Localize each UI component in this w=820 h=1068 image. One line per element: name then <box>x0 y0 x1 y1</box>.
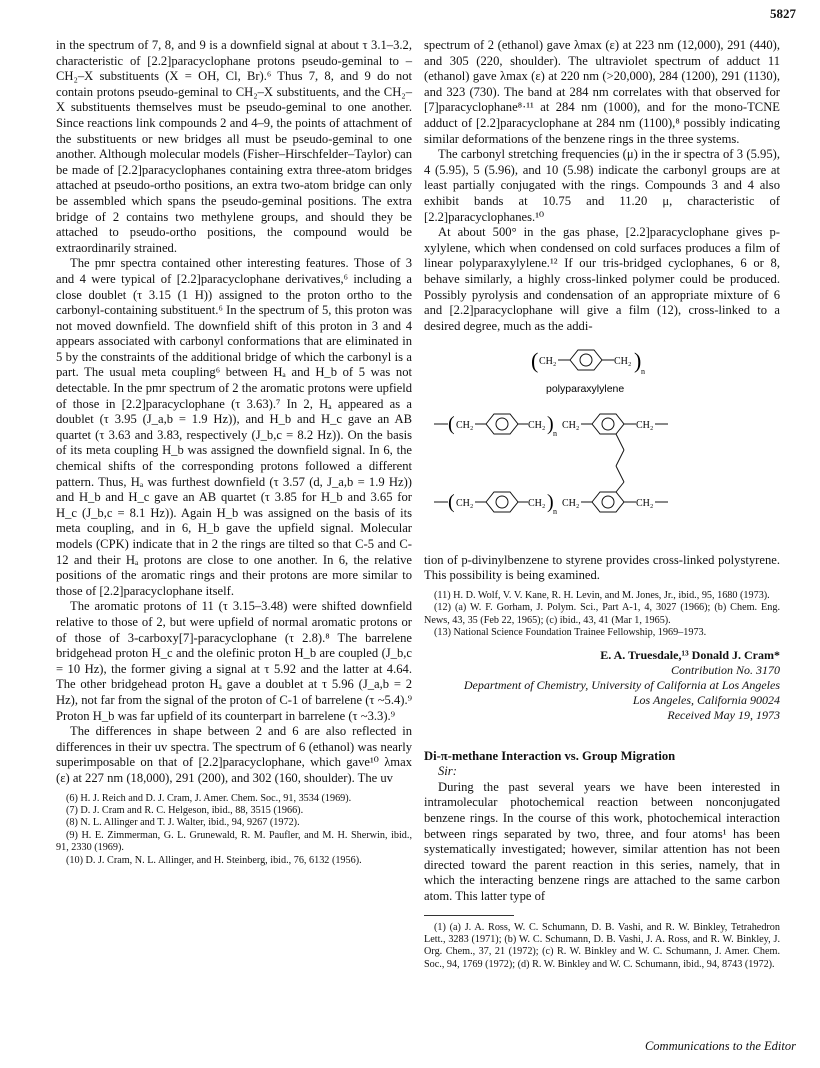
ch2-label: CH₂ <box>636 420 654 432</box>
ch2-label: CH₂ <box>614 356 632 368</box>
n-subscript: n <box>641 367 645 377</box>
salutation: Sir: <box>438 764 457 779</box>
ch2-label: CH₂ <box>456 498 474 510</box>
body-paragraph: The pmr spectra contained other interesting features. Those of 3 and 4 were typical of [2.2]paracyclophane derivatives,⁶ including a close doublet (τ 3.15 (1 H)) assigned to the proton ortho to the carbonyl-containing substituent.⁶ In the spectrum of 5, this proton was not moved downfield. The downfield shift of this proton in 3 and 4 appears associated with carbonyl conformations that are eliminated in 5 by the constraints of the additional bridge of which the carbonyl is a part. The usual meta coupling⁶ between Hₐ and H_b of 5 was not detectable. In the pmr spectrum of 2 the aromatic protons were upfield of those in [2.2]paracyclophane (τ 3.63).⁷ In 2, Hₐ appeared as a doublet (τ 3.95 (J_a,b = 1.9 Hz)), and H_b and H_c gave an AB quartet (τ 3.63 and 3.83, respectively (J_b,c = 8.2 Hz)). On the basis of its meta coupling H_b was assigned the downfield signal. In 6, the chemical shifts of the corresponding protons followed a different pattern. Thus, Hₐ was furthest downfield (τ 3.57 (d, J_a,b = 1.9 Hz)) and H_b and H_c gave an AB quartet (τ 3.85 for H_b and 3.65 for H_c (J_b,c = 8.1 Hz)). Again H_b was assigned on the basis of its meta coupling, and in 6, H_b gave the upfield signal. Molecular models (CPK) indicate that in 2 the rings are tilted so that C-5 and C-12 and their Hₐ protons are close to one another. In 6, the relative positions of the aromatic rings and their protons are more similar to those of [2.2]paracyclophane itself. <box>56 256 412 598</box>
article-title: Di-π-methane Interaction vs. Group Migration <box>424 748 676 763</box>
polyparaxylylene-label: polyparaxylylene <box>546 383 625 396</box>
svg-text:): ) <box>547 491 554 514</box>
polymer-structure-figure <box>424 342 780 547</box>
body-paragraph: tion of p-divinylbenzene to styrene provides cross-linked polystyrene. This possibility is being examined. <box>424 552 780 583</box>
ch2-label: CH₂ <box>528 420 546 432</box>
n-subscript: n <box>553 507 557 517</box>
right-column <box>424 38 780 971</box>
upper-chain <box>434 413 668 438</box>
polyparaxylylene-unit <box>531 348 645 376</box>
footnote: (9) H. E. Zimmerman, G. L. Grunewald, R. M. Paufler, and M. H. Sherwin, ibid., 91, 2330 (1969). <box>56 829 412 854</box>
signature-block <box>424 648 780 723</box>
structure-drawing <box>424 342 780 542</box>
city: Los Angeles, California 90024 <box>632 692 780 707</box>
received-date: Received May 19, 1973 <box>667 707 780 722</box>
footnote: (11) H. D. Wolf, V. V. Kane, R. H. Levin, and M. Jones, Jr., ibid., 95, 1680 (1973). <box>434 590 770 602</box>
authors: E. A. Truesdale,¹³ Donald J. Cram* <box>600 647 780 662</box>
ch2-label: CH₂ <box>539 356 557 368</box>
body-paragraph: The carbonyl stretching frequencies (μ) in the ir spectra of 3 (5.95), 4 (5.95), 5 (5.96), and 10 (5.98) indicate the carbonyl groups are at least partially conjugated with the rings. Compounds 3 and 4 also exhibit bands at 10.75 and 11.20 μ, characteristic of [2.2]paracyclophanes.¹⁰ <box>424 147 780 224</box>
svg-text:): ) <box>547 413 554 436</box>
department: Department of Chemistry, University of California at Los Angeles <box>463 677 780 692</box>
footnote: (10) D. J. Cram, N. L. Allinger, and H. Steinberg, ibid., 76, 6132 (1956). <box>66 854 362 866</box>
footnote: (7) D. J. Cram and R. C. Helgeson, ibid., 88, 3515 (1966). <box>66 804 304 816</box>
footnote: (6) H. J. Reich and D. J. Cram, J. Amer. Chem. Soc., 91, 3534 (1969). <box>66 792 352 804</box>
body-paragraph: in the spectrum of 7, 8, and 9 is a downfield signal at about τ 3.1–3.2, characteristic of [2.2]paracyclophane protons pseudo-geminal to –CH₂–X substituents (X = OH, Cl, Br).⁶ Thus 7, 8, and 9 do not contain protons pseudo-geminal to CH₂–X substituents, and the CH₂–X substituents themselves must be pseudo-geminal to one another. Since reactions link compounds 2 and 4–9, the points of attachment of the substituents or new bridges all must be pseudo-geminal to one another. Although molecular models (Fisher–Hirschfelder–Taylor) can be made of [2.2]paracyclophanes containing extra three-atom bridges attached at pseudo-ortho positions, an extra two-atom bridge can only be assembled which spans the pseudo-geminal positions. The extra bridge of 2 contains two methylene groups, and should they be attached to pseudo-ortho positions, the compound would be extraordinarily strained. <box>56 38 412 255</box>
body-paragraph: At about 500° in the gas phase, [2.2]paracyclophane gives p-xylylene, which when condensed on cold surfaces produces a film of linear polyparaxylylene.¹² If our tris-bridged cyclophanes, 6 or 8, behave similarly, a highly cross-linked polymer could be produced. Possibly pyrolysis and condensation of an appropriate mixture of 6 and [2.2]paracyclophane will give a film (12), cross-linked to a desired degree, much as the addi- <box>424 225 780 333</box>
svg-text:(: ( <box>448 413 455 436</box>
footnote: (12) (a) W. F. Gorham, J. Polym. Sci., Part A-1, 4, 3027 (1966); (b) Chem. Eng. News, 43, 35 (Feb 22, 1965); (c) ibid., 43, 41 (Mar 1, 1965). <box>424 602 780 626</box>
body-paragraph: The differences in shape between 2 and 6 are also reflected in differences in their uv spectra. The spectrum of 6 (ethanol) was nearly superimposable on that of [2.2]paracyclophane, which gave¹⁰ λmax (ε) at 227 nm (18,000), 291 (200), and 302 (160, shoulder). The uv <box>56 724 412 785</box>
body-paragraph: spectrum of 2 (ethanol) gave λmax (ε) at 223 nm (12,000), 291 (440), and 305 (220, shoulder). The ultraviolet spectrum of adduct 11 (ethanol) gave λmax (ε) at 220 nm (>20,000), 284 (1200), 291 (1130), and 323 (730). The band at 284 nm correlates with that observed for [7]paracyclophane⁸·¹¹ at 284 nm (1000), and for the mono-TCNE adduct of [2.2]paracyclophane at 284 nm (1100),⁸ possibly indicating similar deformations of the benzene rings in the three systems. <box>424 38 780 146</box>
svg-text:): ) <box>634 348 642 374</box>
ch2-label: CH₂ <box>562 420 580 432</box>
crosslink-bridge <box>616 434 624 492</box>
footnotes <box>424 922 780 972</box>
contribution-number: Contribution No. 3170 <box>670 662 780 677</box>
ch2-label: CH₂ <box>562 498 580 510</box>
footnote: (1) (a) J. A. Ross, W. C. Schumann, D. B. Vashi, and R. W. Binkley, Tetrahedron Lett., 3283 (1971); (b) W. C. Schumann, D. B. Vashi, J. A. Ross, and R. W. Binkley, J. Org. Chem., 37, 21 (1972); (c) R. W. Binkley and W. C. Schumann, J. Amer. Chem. Soc., 94, 1769 (1972); (d) R. W. Binkley and W. C. Schumann, ibid., 94, 8743 (1972). <box>424 921 780 970</box>
ch2-label: CH₂ <box>636 498 654 510</box>
footnote-rule <box>424 915 514 916</box>
footnote: (8) N. L. Allinger and T. J. Walter, ibid., 94, 9267 (1972). <box>66 817 300 829</box>
body-paragraph: During the past several years we have been interested in intramolecular photochemical reaction between nonconjugated benzene rings. In the course of this work, photochemical interaction between rings separated by two, three, and four atoms¹ has been systematically investigated; however, similar attention has not been directed toward the parent reaction in this series, namely, that in which the interacting benzene rings are attached to the same carbon atom. This latter type of <box>424 779 780 904</box>
footnotes <box>56 793 412 867</box>
ch2-label: CH₂ <box>456 420 474 432</box>
ch2-label: CH₂ <box>528 498 546 510</box>
footnotes <box>424 590 780 640</box>
svg-text:(: ( <box>531 348 539 374</box>
lower-chain <box>434 491 668 516</box>
page-number: 5827 <box>770 6 796 21</box>
body-paragraph: The aromatic protons of 11 (τ 3.15–3.48) were shifted downfield relative to those of 2, but were upfield of normal aromatic protons or of those of 3-carboxy[7]-paracyclophane (τ 2.8).⁸ The barrelene bridgehead proton H_c and the olefinic proton H_b are coupled (J_b,c = 10 Hz), the former giving a signal at τ 5.92 and the latter at 4.64. The other bridgehead proton Hₐ gave a doublet at τ 5.96 (J_a,b = 2 Hz), not far from the signal of the proton of C-1 of barrelene (τ ~5.4).⁹ Proton H_b was far upfield of its counterpart in barrelene (τ ~3.3).⁹ <box>56 599 412 723</box>
running-footer: Communications to the Editor <box>644 1039 796 1053</box>
n-subscript: n <box>553 429 557 439</box>
svg-text:(: ( <box>448 491 455 514</box>
footnote: (13) National Science Foundation Trainee Fellowship, 1969–1973. <box>434 627 707 639</box>
left-column <box>56 38 412 867</box>
